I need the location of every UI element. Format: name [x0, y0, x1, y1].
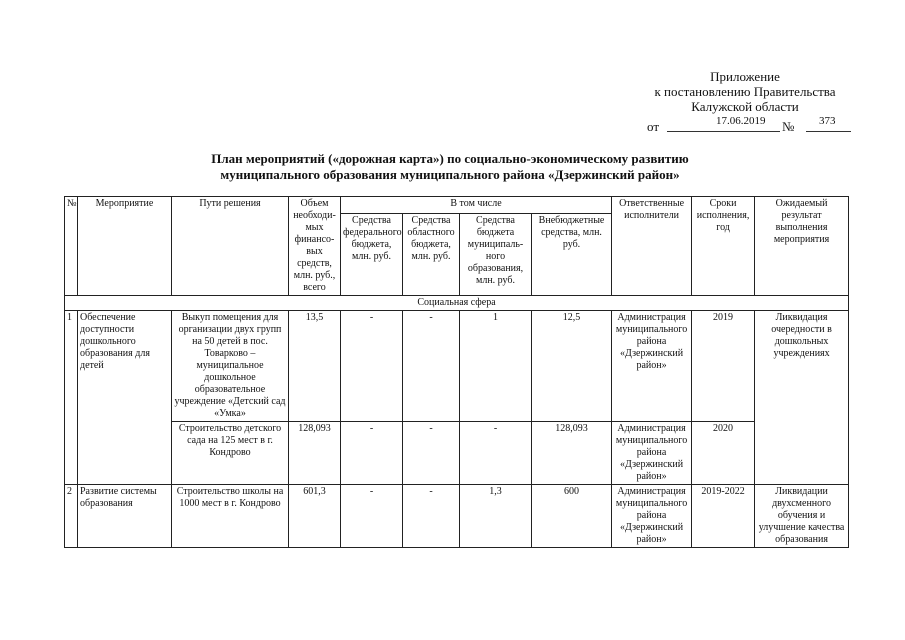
resolution-date: 17.06.2019	[716, 115, 766, 127]
header-municipal: Средства бюджета муниципаль-ного образования, млн. руб.	[460, 213, 532, 296]
row-solution: Строительство детского сада на 125 мест в г. Кондрово	[172, 422, 289, 485]
row-municipal: 1	[460, 311, 532, 422]
number-underline	[806, 131, 851, 132]
resolution-number: 373	[819, 115, 836, 127]
number-label: №	[782, 119, 795, 134]
header-row-1	[65, 197, 849, 214]
row-offbudget: 600	[532, 485, 612, 548]
row-volume: 13,5	[289, 311, 341, 422]
appendix-resolution: к постановлению Правительства	[654, 84, 836, 99]
row-offbudget: 12,5	[532, 311, 612, 422]
row-solution: Выкуп помещения для организации двух групп на 50 детей в пос. Товарково – муниципальное дошкольное образовательное учреждение «Детский сад «Умка»	[172, 311, 289, 422]
header-num: №	[65, 197, 78, 296]
roadmap-table	[64, 196, 849, 548]
row-executor: Администрация муниципального района «Дзержинский район»	[612, 422, 692, 485]
row-result: Ликвидация очередности в дошкольных учреждениях	[755, 311, 849, 485]
table-row	[65, 422, 849, 485]
header-event: Мероприятие	[78, 197, 172, 296]
row-municipal: -	[460, 422, 532, 485]
row-offbudget: 128,093	[532, 422, 612, 485]
row-executor: Администрация муниципального района «Дзержинский район»	[612, 485, 692, 548]
header-executors: Ответственные исполнители	[612, 197, 692, 296]
section-row	[65, 296, 849, 311]
row-deadline: 2019	[692, 311, 755, 422]
header-result: Ожидаемый результат выполнения мероприятия	[755, 197, 849, 296]
title-line-1: План мероприятий («дорожная карта») по социально-экономическому развитию	[211, 151, 689, 166]
row-regional: -	[403, 422, 460, 485]
row-regional: -	[403, 311, 460, 422]
row-volume: 128,093	[289, 422, 341, 485]
document-title	[100, 151, 800, 183]
row-num: 1	[65, 311, 78, 485]
date-underline	[667, 131, 780, 132]
from-label: от	[647, 119, 660, 134]
section-title: Социальная сфера	[65, 296, 849, 311]
appendix-region: Калужской области	[691, 99, 799, 114]
appendix-title: Приложение	[710, 69, 780, 84]
row-federal: -	[341, 311, 403, 422]
resolution-date-row	[641, 116, 856, 134]
header-deadlines: Сроки исполнения, год	[692, 197, 755, 296]
row-volume: 601,3	[289, 485, 341, 548]
row-event: Развитие системы образования	[78, 485, 172, 548]
header-offbudget: Внебюджетные средства, млн. руб.	[532, 213, 612, 296]
row-event: Обеспечение доступности дошкольного образования для детей	[78, 311, 172, 485]
row-federal: -	[341, 422, 403, 485]
row-regional: -	[403, 485, 460, 548]
header-including: В том числе	[341, 197, 612, 214]
row-deadline: 2020	[692, 422, 755, 485]
header-regional: Средства областного бюджета, млн. руб.	[403, 213, 460, 296]
appendix-header	[640, 69, 850, 114]
table-row	[65, 311, 849, 422]
row-federal: -	[341, 485, 403, 548]
header-solutions: Пути решения	[172, 197, 289, 296]
header-federal: Средства федерального бюджета, млн. руб.	[341, 213, 403, 296]
table-row	[65, 485, 849, 548]
row-municipal: 1,3	[460, 485, 532, 548]
row-num: 2	[65, 485, 78, 548]
row-solution: Строительство школы на 1000 мест в г. Кондрово	[172, 485, 289, 548]
row-deadline: 2019-2022	[692, 485, 755, 548]
row-result: Ликвидации двухсменного обучения и улучшение качества образования	[755, 485, 849, 548]
header-volume: Объем необходи-мых финансо-вых средств, млн. руб., всего	[289, 197, 341, 296]
title-line-2: муниципального образования муниципального района «Дзержинский район»	[220, 167, 680, 182]
row-executor: Администрация муниципального района «Дзержинский район»	[612, 311, 692, 422]
